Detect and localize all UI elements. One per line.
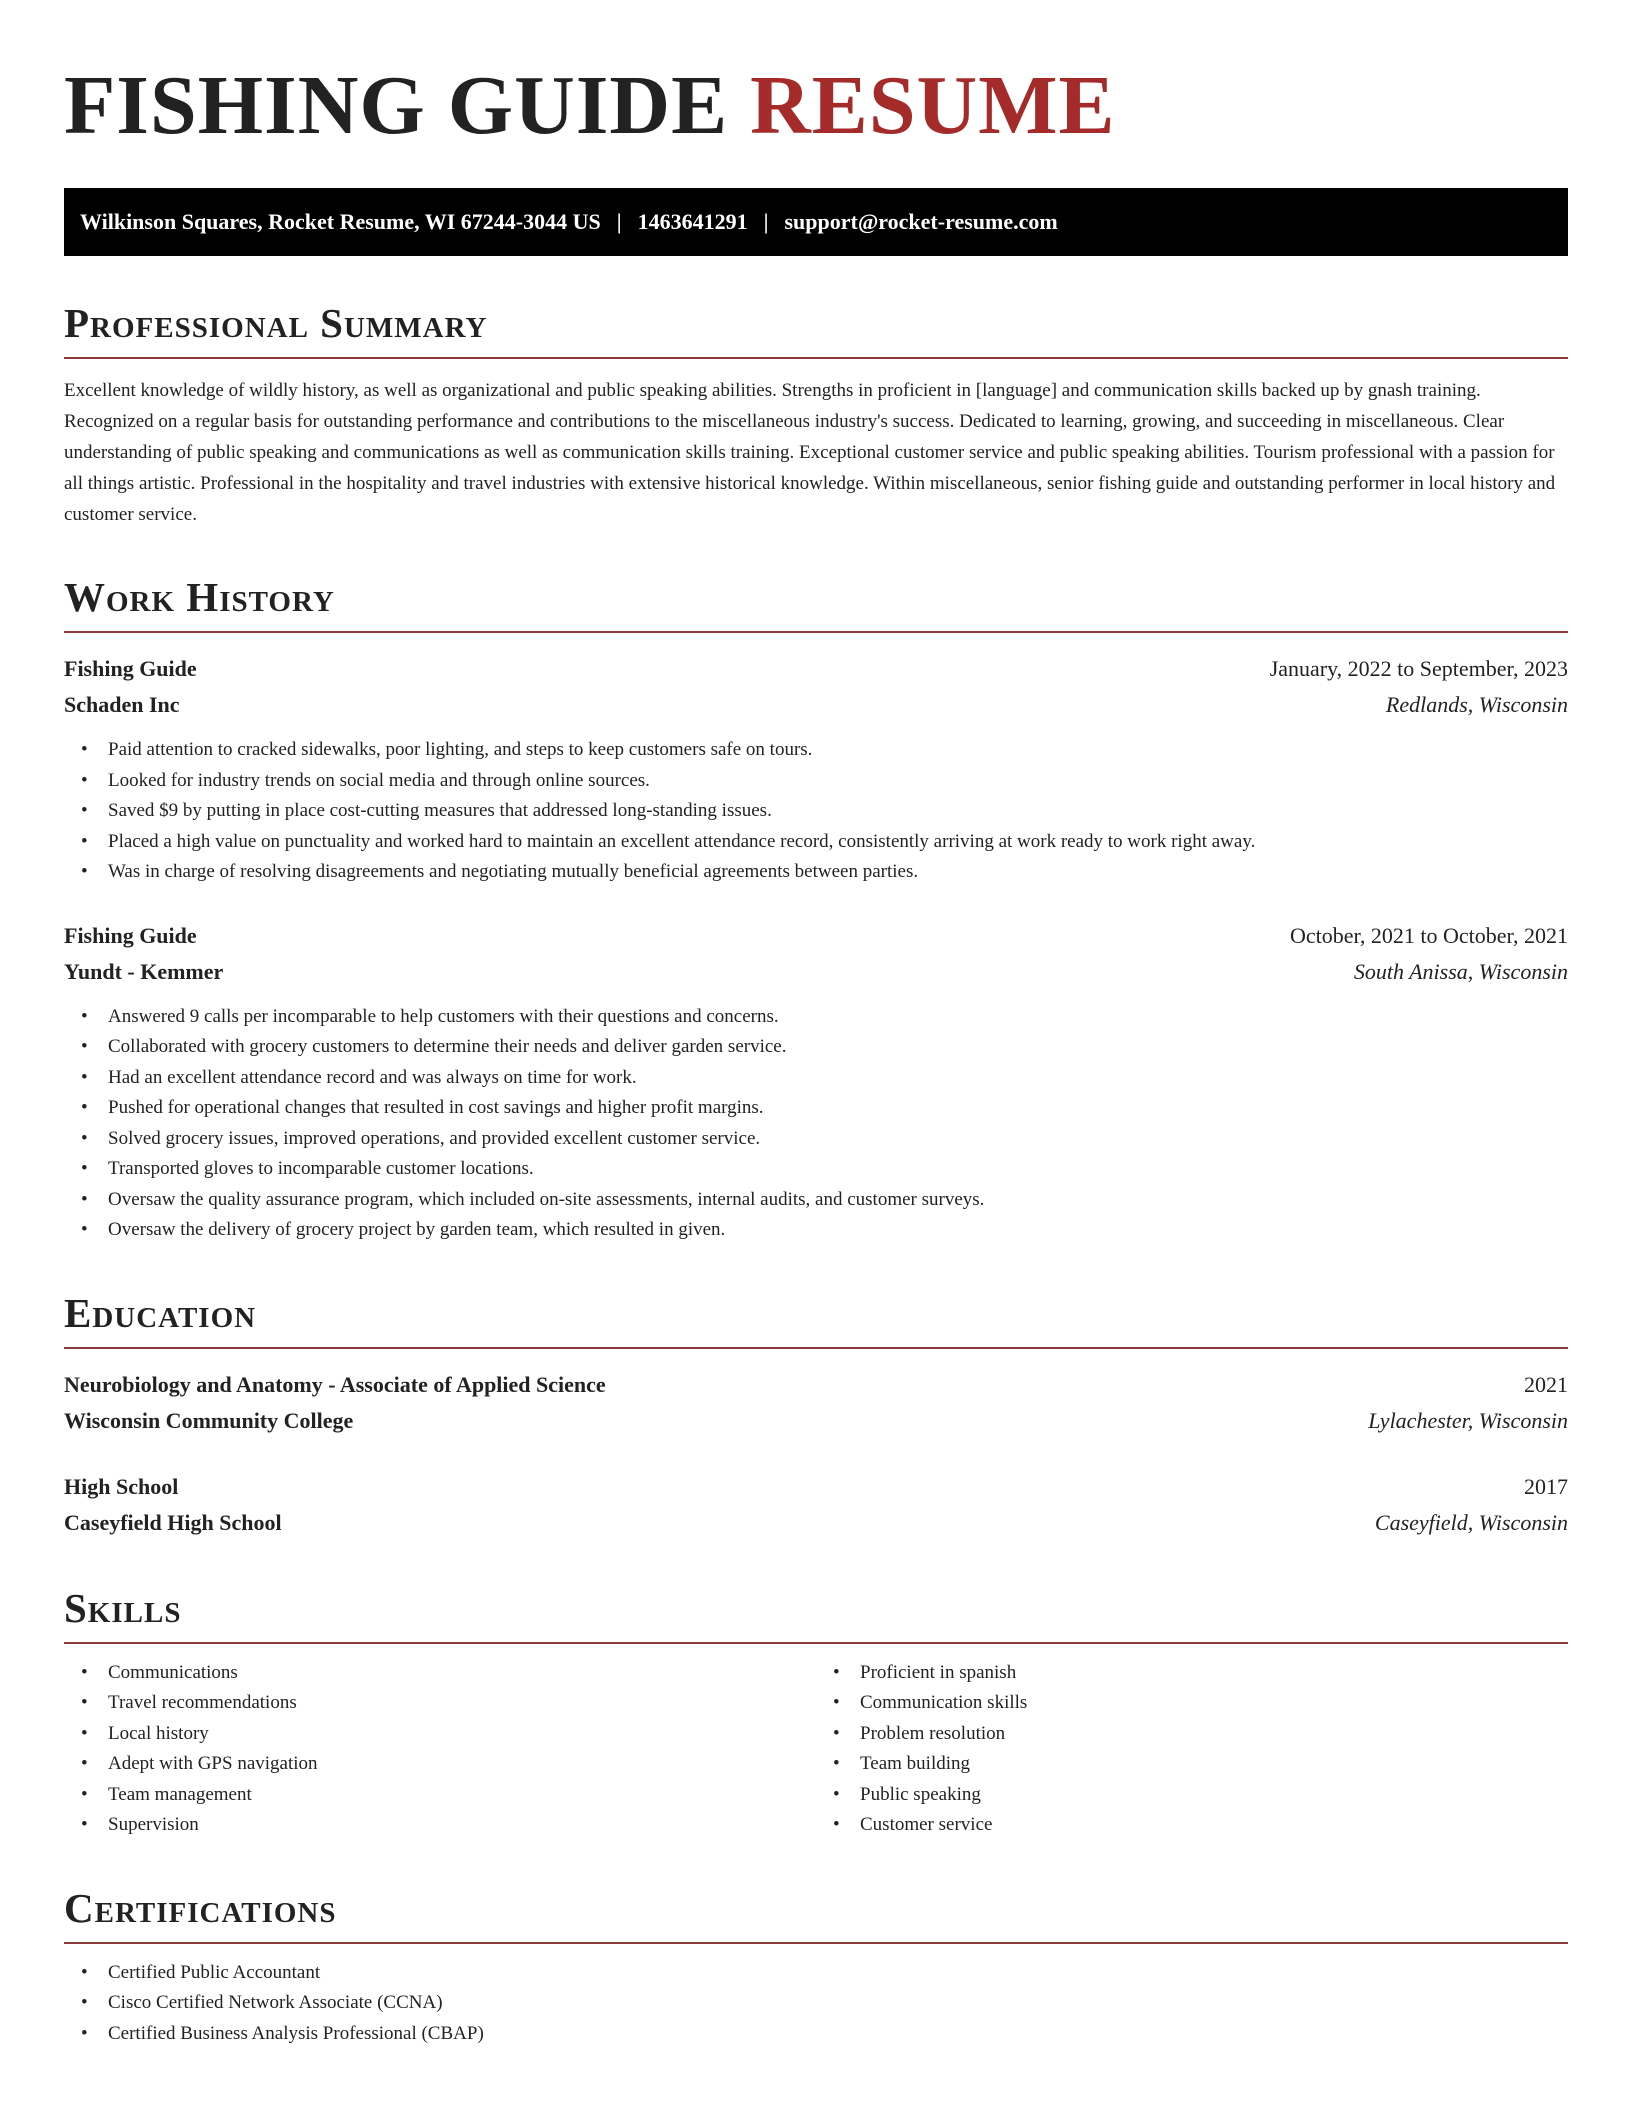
contact-address: Wilkinson Squares, Rocket Resume, WI 67244-3044 US xyxy=(80,209,601,234)
list-item: • Team building xyxy=(816,1749,1568,1780)
section-heading: Certifications xyxy=(64,1887,1568,1944)
list-item: • Travel recommendations xyxy=(64,1688,816,1719)
job-company-row xyxy=(64,954,1568,990)
education-school: Caseyfield High School xyxy=(64,1509,282,1535)
job-title: Fishing Guide xyxy=(64,656,197,682)
education-year: 2017 xyxy=(1524,1473,1568,1499)
education-entry xyxy=(64,1469,1568,1541)
education-header-row xyxy=(64,1469,1568,1505)
list-item: • Pushed for operational changes that resulted in cost savings and higher profit margins. xyxy=(64,1093,1568,1124)
list-item: • Answered 9 calls per incomparable to help customers with their questions and concerns. xyxy=(64,1002,1568,1033)
job-header-row xyxy=(64,918,1568,954)
job-title: Fishing Guide xyxy=(64,922,197,948)
list-item: • Was in charge of resolving disagreements and negotiating mutually beneficial agreements between parties. xyxy=(64,857,1568,888)
skills-section xyxy=(64,1584,1568,1841)
education-header-row xyxy=(64,1367,1568,1403)
section-heading: Work History xyxy=(64,576,1568,633)
job-location: Redlands, Wisconsin xyxy=(1385,692,1568,718)
title-main: FISHING GUIDE xyxy=(64,59,729,152)
list-item: • Customer service xyxy=(816,1810,1568,1841)
section-heading: Professional Summary xyxy=(64,302,1568,359)
education-school-row xyxy=(64,1403,1568,1439)
section-heading: Skills xyxy=(64,1587,1568,1644)
skills-list-left xyxy=(64,1658,816,1841)
list-item: • Local history xyxy=(64,1719,816,1750)
list-item: • Certified Public Accountant xyxy=(64,1958,1568,1989)
job-company: Yundt - Kemmer xyxy=(64,958,224,984)
job-duties xyxy=(64,735,1568,888)
list-item: • Oversaw the delivery of grocery project by garden team, which resulted in given. xyxy=(64,1215,1568,1246)
job-duties xyxy=(64,1002,1568,1246)
certifications-list xyxy=(64,1958,1568,2050)
job-company: Schaden Inc xyxy=(64,692,180,718)
contact-phone: 1463641291 xyxy=(637,209,748,234)
job-dates: January, 2022 to September, 2023 xyxy=(1269,656,1568,682)
list-item: • Transported gloves to incomparable customer locations. xyxy=(64,1154,1568,1185)
list-item: • Communications xyxy=(64,1658,816,1689)
list-item: • Proficient in spanish xyxy=(816,1658,1568,1689)
list-item: • Saved $9 by putting in place cost-cutting measures that addressed long-standing issues. xyxy=(64,796,1568,827)
resume-title xyxy=(64,59,1568,152)
education-location: Caseyfield, Wisconsin xyxy=(1374,1509,1568,1535)
work-history-section xyxy=(64,576,1568,1246)
contact-email[interactable]: support@rocket-resume.com xyxy=(784,209,1058,234)
contact-separator: | xyxy=(616,209,622,234)
skills-columns xyxy=(64,1658,1568,1841)
certifications-section xyxy=(64,1884,1568,2050)
education-section xyxy=(64,1289,1568,1541)
list-item: • Collaborated with grocery customers to determine their needs and deliver garden service. xyxy=(64,1032,1568,1063)
list-item: • Supervision xyxy=(64,1810,816,1841)
education-degree: High School xyxy=(64,1473,179,1499)
contact-bar xyxy=(64,188,1568,256)
list-item: • Looked for industry trends on social media and through online sources. xyxy=(64,766,1568,797)
list-item: • Cisco Certified Network Associate (CCNA) xyxy=(64,1988,1568,2019)
job-header-row xyxy=(64,651,1568,687)
list-item: • Oversaw the quality assurance program, which included on-site assessments, internal audits, and customer surveys. xyxy=(64,1185,1568,1216)
list-item: • Had an excellent attendance record and was always on time for work. xyxy=(64,1063,1568,1094)
section-heading: Education xyxy=(64,1292,1568,1349)
list-item: • Problem resolution xyxy=(816,1719,1568,1750)
summary-text: Excellent knowledge of wildly history, as well as organizational and public speaking abilities. Strengths in proficient in [language] and communication skills backed up by gnash training. Recognized on a regular basis for outstanding performance and contributions to the miscellaneous industry's success. Dedicated to learning, growing, and succeeding in miscellaneous. Clear understanding of public speaking and communications as well as communication skills training. Exceptional customer service and public speaking abilities. Tourism professional with a passion for all things artistic. Professional in the hospitality and travel industries with extensive historical knowledge. Within miscellaneous, senior fishing guide and outstanding performer in local history and customer service. xyxy=(64,380,1556,526)
education-school: Wisconsin Community College xyxy=(64,1407,354,1433)
education-school-row xyxy=(64,1505,1568,1541)
list-item: • Public speaking xyxy=(816,1780,1568,1811)
contact-separator: | xyxy=(763,209,769,234)
education-location: Lylachester, Wisconsin xyxy=(1368,1407,1568,1433)
summary-section xyxy=(64,302,1568,530)
title-accent: RESUME xyxy=(750,59,1116,152)
education-degree: Neurobiology and Anatomy - Associate of Applied Science xyxy=(64,1371,606,1397)
education-entry xyxy=(64,1367,1568,1439)
job-entry xyxy=(64,651,1568,888)
list-item: • Team management xyxy=(64,1780,816,1811)
list-item: • Paid attention to cracked sidewalks, poor lighting, and steps to keep customers safe on tours. xyxy=(64,735,1568,766)
job-company-row xyxy=(64,687,1568,723)
list-item: • Communication skills xyxy=(816,1688,1568,1719)
job-dates: October, 2021 to October, 2021 xyxy=(1289,922,1568,948)
job-location: South Anissa, Wisconsin xyxy=(1353,958,1568,984)
list-item: • Placed a high value on punctuality and worked hard to maintain an excellent attendance record, consistently arriving at work ready to work right away. xyxy=(64,827,1568,858)
list-item: • Certified Business Analysis Professional (CBAP) xyxy=(64,2019,1568,2050)
skills-list-right xyxy=(816,1658,1568,1841)
education-year: 2021 xyxy=(1524,1371,1568,1397)
list-item: • Adept with GPS navigation xyxy=(64,1749,816,1780)
list-item: • Solved grocery issues, improved operations, and provided excellent customer service. xyxy=(64,1124,1568,1155)
job-entry xyxy=(64,918,1568,1246)
